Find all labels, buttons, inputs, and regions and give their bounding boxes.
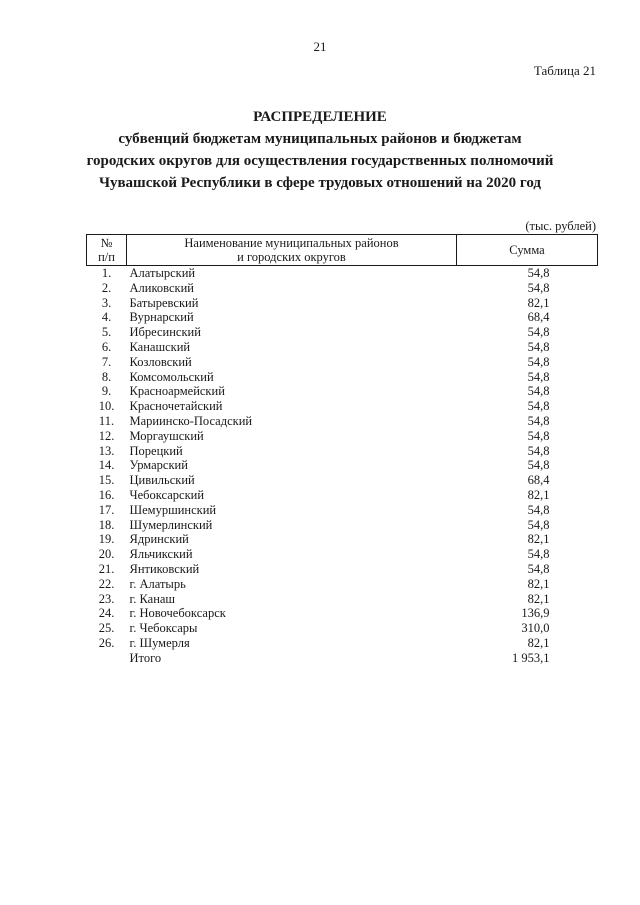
header-sum: Сумма: [457, 235, 598, 266]
row-number: 5.: [101, 325, 112, 340]
row-sum: 54,8: [527, 325, 550, 340]
row-number: 10.: [98, 399, 115, 414]
table-row: [87, 621, 598, 636]
table-row: [87, 414, 598, 429]
row-sum: 54,8: [527, 561, 550, 576]
row-name: Красноармейский: [129, 384, 225, 399]
table-row: [87, 266, 598, 281]
table-row: [87, 606, 598, 621]
table-row: [87, 458, 598, 473]
table-row: [87, 444, 598, 459]
table-row: [87, 547, 598, 562]
row-number: 24.: [98, 606, 115, 621]
row-number: 21.: [98, 561, 115, 576]
row-number: 12.: [98, 428, 115, 443]
row-name: Итого: [129, 650, 162, 665]
row-name: г. Шумерля: [129, 635, 190, 650]
total-row: [87, 651, 598, 666]
table-row: [87, 488, 598, 503]
header-row: [87, 235, 598, 266]
row-name: Мариинско-Посадский: [129, 413, 253, 428]
table-row: [87, 636, 598, 651]
row-sum: 1 953,1: [512, 650, 550, 665]
row-sum: 54,8: [527, 547, 550, 562]
row-sum: 82,1: [527, 532, 550, 547]
row-sum: 54,8: [527, 443, 550, 458]
table-row: [87, 355, 598, 370]
row-sum: 54,8: [527, 399, 550, 414]
row-number: 9.: [101, 384, 112, 399]
row-name: Батыревский: [129, 295, 199, 310]
title-line-2: субвенций бюджетам муниципальных районов и бюджетам: [118, 131, 522, 147]
document-title: [0, 106, 640, 194]
row-name: Вурнарский: [129, 310, 194, 325]
title-line-4: Чувашской Республики в сфере трудовых отношений на 2020 год: [98, 175, 542, 191]
row-sum: 82,1: [527, 487, 550, 502]
table-row: [87, 281, 598, 296]
row-number: 26.: [98, 635, 115, 650]
row-name: Козловский: [129, 354, 192, 369]
header-name-line-2: и городских округов: [237, 250, 346, 264]
row-number: 7.: [101, 354, 112, 369]
row-number: 19.: [98, 532, 115, 547]
row-name: Чебоксарский: [129, 487, 205, 502]
table-row: [87, 384, 598, 399]
table-row: [87, 340, 598, 355]
row-number: 8.: [101, 369, 112, 384]
row-sum: 68,4: [527, 473, 550, 488]
table-row: [87, 562, 598, 577]
row-number: 13.: [98, 443, 115, 458]
row-sum: 54,8: [527, 428, 550, 443]
row-name: Яльчикский: [129, 547, 193, 562]
row-number: 6.: [101, 339, 112, 354]
table-label: Таблица 21: [533, 63, 596, 78]
row-sum: 82,1: [527, 635, 550, 650]
row-sum: 136,9: [521, 606, 550, 621]
row-sum: 82,1: [527, 576, 550, 591]
row-name: Канашский: [129, 339, 191, 354]
row-number: 2.: [101, 280, 112, 295]
row-number: 23.: [98, 591, 115, 606]
row-name: Шемуршинский: [129, 502, 217, 517]
table-row: [87, 503, 598, 518]
row-sum: 54,8: [527, 384, 550, 399]
row-sum: 54,8: [527, 458, 550, 473]
header-number-line-2: п/п: [98, 250, 115, 264]
row-number: 1.: [101, 266, 112, 280]
row-name: Ибресинский: [129, 325, 201, 340]
table-row: [87, 429, 598, 444]
row-sum: 54,8: [527, 266, 550, 280]
row-number: 16.: [98, 487, 115, 502]
row-sum: 68,4: [527, 310, 550, 325]
row-name: Цивильский: [129, 473, 195, 488]
row-sum: 54,8: [527, 369, 550, 384]
row-number: 22.: [98, 576, 115, 591]
row-sum: 54,8: [527, 413, 550, 428]
page-number: 21: [313, 39, 327, 54]
table-row: [87, 310, 598, 325]
row-name: Ядринский: [129, 532, 189, 547]
row-number: 18.: [98, 517, 115, 532]
row-number: 3.: [101, 295, 112, 310]
row-name: Красночетайский: [129, 399, 223, 414]
table-header: [87, 235, 598, 266]
row-sum: 54,8: [527, 280, 550, 295]
row-number: 20.: [98, 547, 115, 562]
table-body: [87, 266, 598, 666]
table-row: [87, 592, 598, 607]
row-number: 4.: [101, 310, 112, 325]
header-number-line-1: №: [100, 236, 113, 250]
row-sum: 54,8: [527, 502, 550, 517]
header-name-line-1: Наименование муниципальных районов: [184, 236, 399, 250]
row-name: г. Чебоксары: [129, 621, 198, 636]
row-sum: 82,1: [527, 295, 550, 310]
row-sum: 310,0: [521, 621, 550, 636]
row-sum: 54,8: [527, 354, 550, 369]
row-sum: 82,1: [527, 591, 550, 606]
row-number: 11.: [98, 413, 115, 428]
row-name: Янтиковский: [129, 561, 200, 576]
row-number: 15.: [98, 473, 115, 488]
row-name: г. Канаш: [129, 591, 176, 606]
table-row: [87, 325, 598, 340]
title-line-3: городских округов для осуществления государственных полномочий: [86, 153, 554, 169]
row-sum: 54,8: [527, 517, 550, 532]
table-row: [87, 473, 598, 488]
row-name: Комсомольский: [129, 369, 214, 384]
row-number: 14.: [98, 458, 115, 473]
row-name: Шумерлинский: [129, 517, 213, 532]
row-name: г. Новочебоксарск: [129, 606, 226, 621]
row-sum: 54,8: [527, 339, 550, 354]
table-row: [87, 577, 598, 592]
table-row: [87, 518, 598, 533]
row-name: Алатырский: [129, 266, 196, 280]
distribution-table: [86, 234, 598, 666]
header-name: [127, 235, 457, 266]
row-number: [87, 651, 127, 666]
row-name: Порецкий: [129, 443, 183, 458]
header-number: [87, 235, 127, 266]
table-row: [87, 370, 598, 385]
row-name: г. Алатырь: [129, 576, 186, 591]
table-row: [87, 532, 598, 547]
row-number: 17.: [98, 502, 115, 517]
row-name: Урмарский: [129, 458, 188, 473]
title-line-1: РАСПРЕДЕЛЕНИЕ: [253, 109, 387, 125]
row-number: 25.: [98, 621, 115, 636]
row-name: Моргаушский: [129, 428, 204, 443]
units-label: (тыс. рублей): [525, 219, 596, 233]
row-name: Аликовский: [129, 280, 194, 295]
table-row: [87, 399, 598, 414]
table-row: [87, 296, 598, 311]
